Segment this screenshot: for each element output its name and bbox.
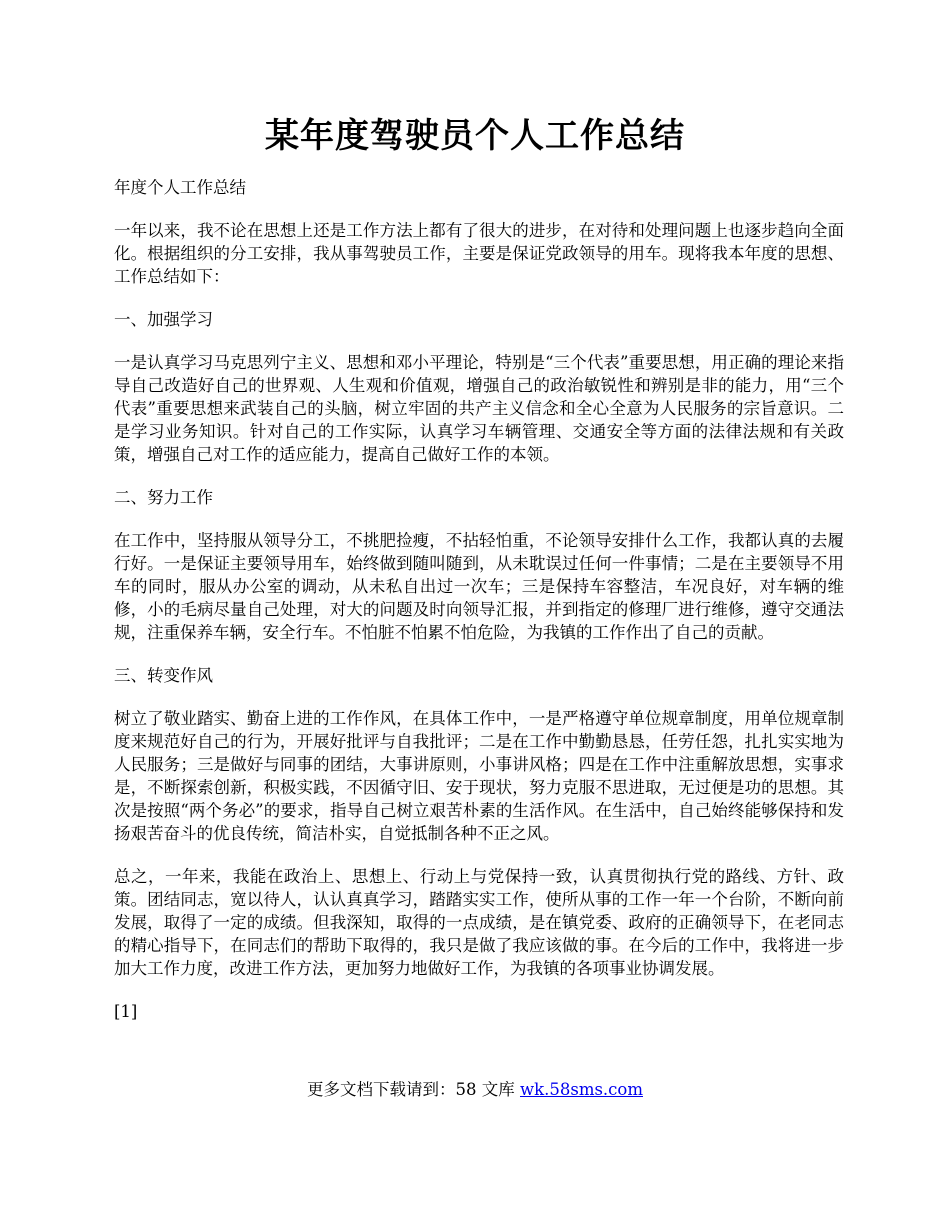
reference-marker: [1] <box>114 1002 138 1021</box>
section-2-paragraph: 在工作中，坚持服从领导分工，不挑肥捡瘦，不拈轻怕重，不论领导安排什么工作，我都认真的去履行好。一是保证主要领导用车，始终做到随叫随到，从未耽误过任何一件事情；二是在主要领导不用车的同时，服从办公室的调动，从未私自出过一次车；三是保持车容整洁，车况良好，对车辆的维修，小的毛病尽量自己处理，对大的问题及时向领导汇报，并到指定的修理厂进行维修，遵守交通法规，注重保养车辆，安全行车。不怕脏不怕累不怕危险，为我镇的工作作出了自己的贡献。 <box>114 531 844 642</box>
conclusion-paragraph: 总之，一年来，我能在政治上、思想上、行动上与党保持一致，认真贯彻执行党的路线、方针、政策。团结同志，宽以待人，认认真真学习，踏踏实实工作，使所从事的工作一年一个台阶，不断向前发展，取得了一定的成绩。但我深知，取得的一点成绩，是在镇党委、政府的正确领导下，在老同志的精心指导下，在同志们的帮助下取得的，我只是做了我应该做的事。在今后的工作中，我将进一步加大工作力度，改进工作方法，更加努力地做好工作，为我镇的各项事业协调发展。 <box>114 867 844 978</box>
section-1-heading: 一、加强学习 <box>114 310 213 329</box>
footer-link[interactable]: wk.58sms.com <box>519 1080 643 1099</box>
section-3-paragraph: 树立了敬业踏实、勤奋上进的工作作风，在具体工作中，一是严格遵守单位规章制度，用单位规章制度来规范好自己的行为，开展好批评与自我批评；二是在工作中勤勤恳恳，任劳任怨，扎扎实实地为人民服务；三是做好与同事的团结，大事讲原则，小事讲风格；四是在工作中注重解放思想，实事求是，不断探索创新，积极实践，不因循守旧、安于现状，努力克服不思进取，无过便是功的思想。其次是按照“两个务必”的要求，指导自己树立艰苦朴素的生活作风。在生活中，自己始终能够保持和发扬艰苦奋斗的优良传统，简洁朴实，自觉抵制各种不正之风。 <box>114 709 844 843</box>
intro-paragraph: 一年以来，我不论在思想上还是工作方法上都有了很大的进步，在对待和处理问题上也逐步趋向全面化。根据组织的分工安排，我从事驾驶员工作，主要是保证党政领导的用车。现将我本年度的思想、工作总结如下： <box>114 221 844 286</box>
section-2-heading: 二、努力工作 <box>114 488 213 507</box>
footer-text: 更多文档下载请到：58 文库 <box>306 1080 520 1099</box>
section-3-heading: 三、转变作风 <box>114 666 213 685</box>
footer <box>0 1078 950 1102</box>
document-title: 某年度驾驶员个人工作总结 <box>265 116 685 156</box>
document-subtitle: 年度个人工作总结 <box>114 178 246 197</box>
document-body <box>114 176 844 1043</box>
section-1-paragraph: 一是认真学习马克思列宁主义、思想和邓小平理论，特别是“三个代表”重要思想，用正确的理论来指导自己改造好自己的世界观、人生观和价值观，增强自己的政治敏锐性和辨别是非的能力，用“三个代表”重要思想来武装自己的头脑，树立牢固的共产主义信念和全心全意为人民服务的宗旨意识。二是学习业务知识。针对自己的工作实际，认真学习车辆管理、交通安全等方面的法律法规和有关政策，增强自己对工作的适应能力，提高自己做好工作的本领。 <box>114 353 844 464</box>
